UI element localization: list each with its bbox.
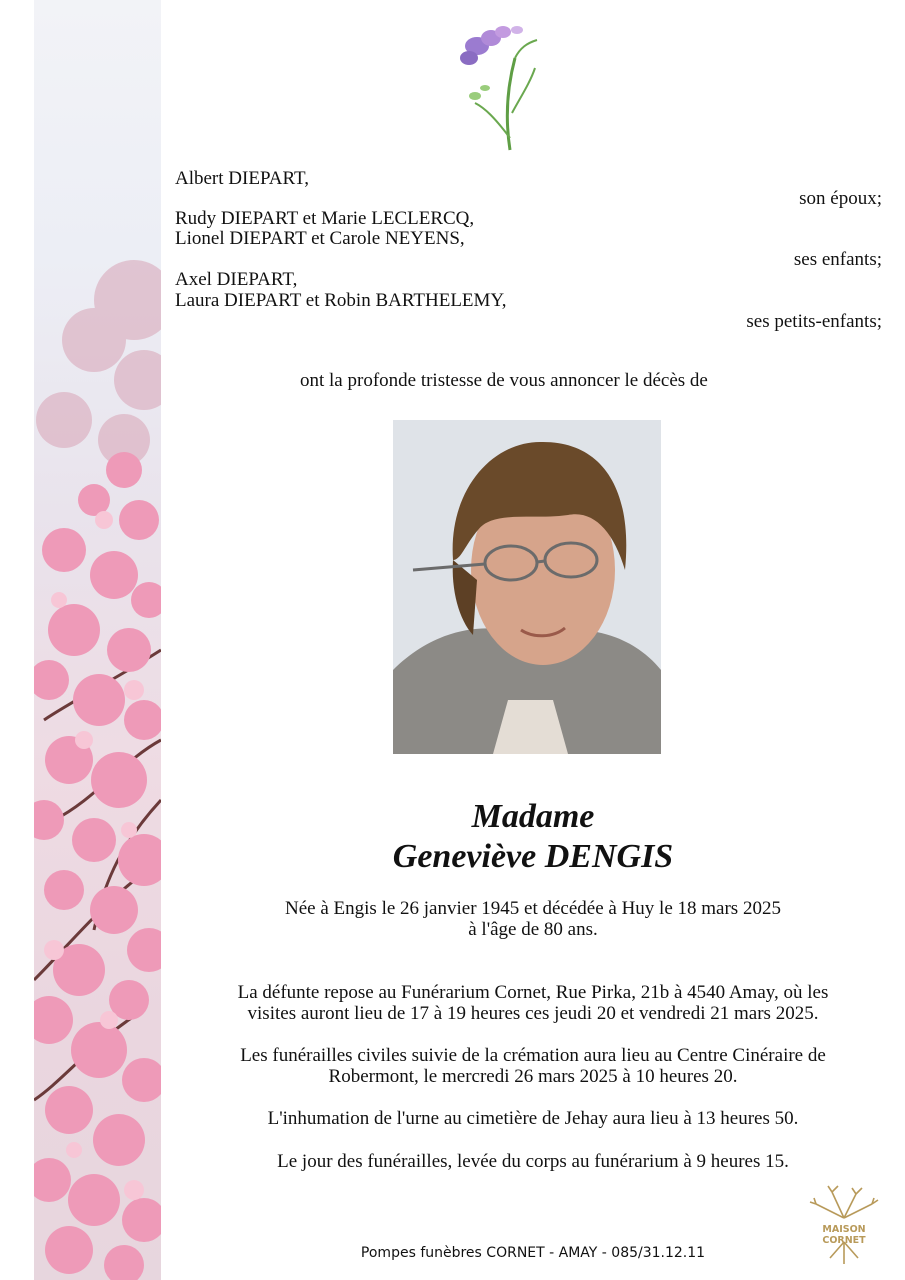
- children-role: ses enfants;: [793, 249, 882, 270]
- lifting-line: Le jour des funérailles, levée du corps au funérarium à 9 heures 15.: [277, 1151, 789, 1172]
- freesia-flower-icon: [455, 18, 545, 152]
- maison-cornet-logo: [802, 1180, 886, 1266]
- deceased-name: Geneviève DENGIS: [392, 838, 674, 875]
- age-line: à l'âge de 80 ans.: [468, 919, 598, 940]
- funeral-location-line: Robermont, le mercredi 26 mars 2025 à 10 heures 20.: [328, 1066, 738, 1087]
- grandchildren-role: ses petits-enfants;: [746, 311, 882, 332]
- funeral-line: Les funérailles civiles suivie de la crémation aura lieu au Centre Cinéraire de: [240, 1045, 826, 1066]
- repose-line: La défunte repose au Funérarium Cornet, Rue Pirka, 21b à 4540 Amay, où les: [237, 982, 829, 1003]
- logo-text: MAISON CORNET: [822, 1224, 866, 1246]
- logo-leaves-icon: [802, 1180, 886, 1266]
- birth-death-line: Née à Engis le 26 janvier 1945 et décédée à Huy le 18 mars 2025: [285, 898, 781, 919]
- spouse-name: Albert DIEPART,: [175, 168, 309, 189]
- grandchild-line: Laura DIEPART et Robin BARTHELEMY,: [175, 290, 507, 311]
- burial-line: L'inhumation de l'urne au cimetière de Jehay aura lieu à 13 heures 50.: [267, 1108, 799, 1129]
- visits-line: visites auront lieu de 17 à 19 heures ces jeudi 20 et vendredi 21 mars 2025.: [247, 1003, 819, 1024]
- deceased-portrait: [393, 420, 661, 754]
- grandchild-line: Axel DIEPART,: [175, 269, 298, 290]
- deceased-title: Madame: [471, 798, 595, 835]
- footer-contact: Pompes funèbres CORNET - AMAY - 085/31.12.11: [360, 1245, 706, 1261]
- child-line: Lionel DIEPART et Carole NEYENS,: [175, 228, 465, 249]
- announcement-text: ont la profonde tristesse de vous annoncer le décès de: [300, 370, 708, 391]
- portrait-illustration: [393, 420, 661, 754]
- spouse-role: son époux;: [799, 188, 882, 209]
- child-line: Rudy DIEPART et Marie LECLERCQ,: [175, 208, 475, 229]
- cherry-blossom-strip: [34, 0, 161, 1280]
- cherry-blossom-illustration: [34, 0, 161, 1280]
